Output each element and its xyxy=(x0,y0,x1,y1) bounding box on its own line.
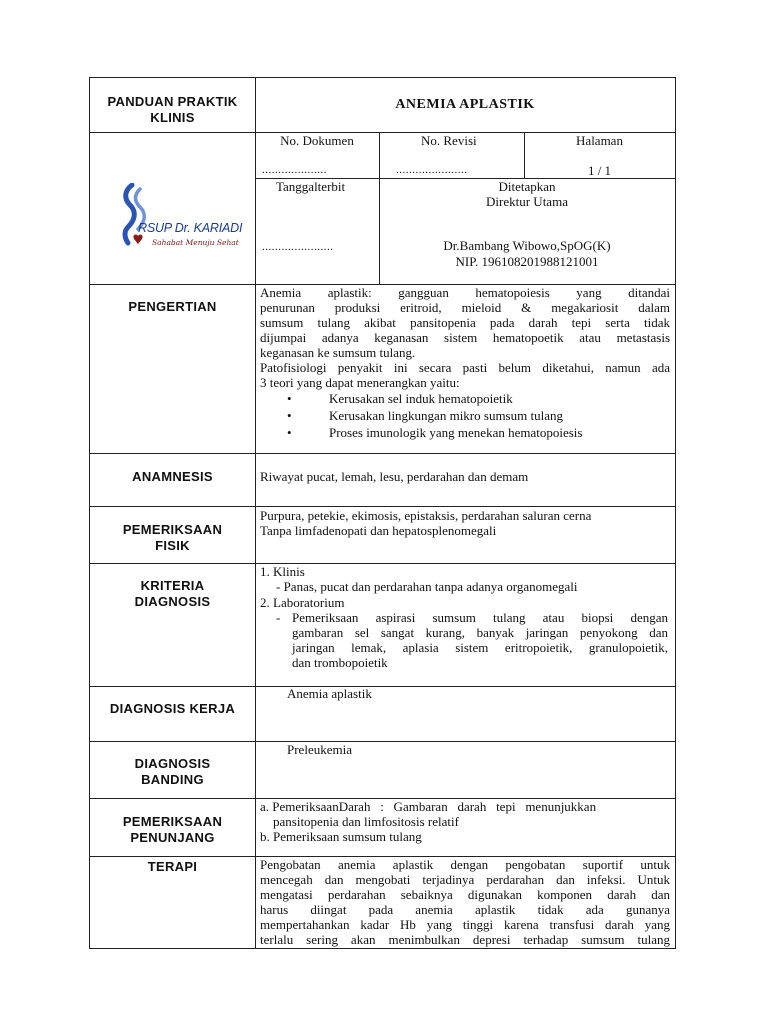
doc-number-label: No. Dokumen xyxy=(280,133,354,148)
kriteria-item-1-sub: - Panas, pucat dan perdarahan tanpa adanya organomegali xyxy=(276,579,578,594)
pengertian-line: dijumpai adanya keganasan sistem hematopoetik atau metastasis xyxy=(260,330,670,345)
kriteria-item-2: 2. Laboratorium xyxy=(260,595,345,610)
kriteria-lab-line: gambaran sel sangat kurang, banyak jaringan penyokong dan xyxy=(292,625,668,640)
kriteria-lab-line: jaringan lemak, aplasia sistem eritropoietik, granulopoietik, xyxy=(292,640,668,655)
kriteria-lab-line: dan trombopoietik xyxy=(292,655,388,670)
hospital-logo xyxy=(116,183,243,255)
guide-label: PANDUAN PRAKTIK KLINIS xyxy=(107,94,238,125)
pemeriksaan-fisik-line: Purpura, petekie, ekimosis, epistaksis, perdarahan saluran cerna xyxy=(260,508,592,523)
revision-label: No. Revisi xyxy=(421,133,477,148)
pengertian-bullet: • Kerusakan lingkungan mikro sumsum tulang xyxy=(329,408,739,423)
terapi-line: mengatasi perdarahan sebaiknya digunakan komponen darah dan xyxy=(260,887,670,902)
pengertian-line: 3 teori yang dapat menerangkan yaitu: xyxy=(260,375,460,390)
logo-tagline: Sahabat Menuju Sehat xyxy=(152,238,239,247)
kriteria-item-2-sub xyxy=(292,610,668,670)
pengertian-line: keganasan ke sumsum tulang. xyxy=(260,345,416,360)
revision-value: ...................... xyxy=(396,164,468,176)
terapi-line: mempertahankan kadar Hb yang tinggi karena transfusi darah yang xyxy=(260,917,670,932)
pengertian-bullet: • Kerusakan sel induk hematopoietik xyxy=(329,391,739,406)
doc-number-value: .................... xyxy=(262,164,327,176)
approved-by-line1: Ditetapkan xyxy=(498,179,556,194)
penunjang-item-a: a. PemeriksaanDarah : Gambaran darah tepi menunjukkan xyxy=(260,799,597,814)
page-number: 1 / 1 xyxy=(587,163,612,178)
section-label-terapi: TERAPI xyxy=(147,859,198,874)
pengertian-line: penurunan produksi eritroid, mieloid & megakariosit dalam xyxy=(260,300,670,315)
approved-by-line2: Direktur Utama xyxy=(486,194,568,209)
section-label-anamnesis: ANAMNESIS xyxy=(132,469,213,484)
diagnosis-kerja-text: Anemia aplastik xyxy=(287,686,372,701)
document-title: ANEMIA APLASTIK xyxy=(395,97,535,112)
heart-icon xyxy=(133,235,142,244)
director-name: Dr.Bambang Wibowo,SpOG(K) xyxy=(443,238,611,253)
pengertian-line: sumsum tulang akibat pansitopenia pada darah tepi serta tidak xyxy=(260,315,670,330)
pengertian-bullet: • Proses imunologik yang menekan hematopoiesis xyxy=(329,425,739,440)
page-label: Halaman xyxy=(576,133,623,148)
diagnosis-banding-text: Preleukemia xyxy=(287,742,352,757)
anamnesis-text: Riwayat pucat, lemah, lesu, perdarahan dan demam xyxy=(260,469,529,484)
section-label-diagnosis-banding: DIAGNOSIS BANDING xyxy=(134,756,211,787)
terapi-line: harus diingat pada anemia aplastik tidak ada gunanya xyxy=(260,902,670,917)
terapi-line: mencegah dan mengobati terjadinya perdarahan dan infeksi. Untuk xyxy=(260,872,670,887)
guideline-table: PANDUAN PRAKTIK KLINIS ANEMIA APLASTIK No. Dokumen .................... No. Revisi ...................... Halaman 1 / 1 Tanggalterbit ...................... Ditetapkan Direktur Utama Dr.Bambang Wibowo,SpOG(K) NIP. 196108201988121001 PENGERTIAN Anemia aplastik: gangguan hematopoiesis yang ditandai penurunan produksi eritroid, mieloid & megakariosit dalam sumsum tulang akibat pansitopenia pada darah tepi serta tidak dijumpai adanya keganasan sistem hematopoetik atau metastasis keganasan ke sumsum tulang. Patofisiologi penyakit ini secara pasti belum diketahui, namun ada 3 teori yang dapat menerangkan yaitu: • Kerusakan sel induk hematopoietik • Kerusakan lingkungan mikro sumsum tulang • Proses imunologik yang menekan hematopoiesis ANAMNESIS Riwayat pucat, lemah, lesu, perdarahan dan demam PEMERIKSAAN FISIK Purpura, petekie, ekimosis, epistaksis, perdarahan saluran cerna Tanpa limfadenopati dan hepatosplenomegali KRITERIA DIAGNOSIS 1. Klinis - Panas, pucat dan perdarahan tanpa adanya organomegali 2. Laboratorium - Pemeriksaan aspirasi sumsum tulang atau biopsi dengan gambaran sel sangat kurang, banyak jaringan penyokong dan jaringan lemak, aplasia sistem eritropoietik, granulopoietik, dan trombopoietik DIAGNOSIS KERJA Anemia aplastik DIAGNOSIS BANDING Preleukemia PEMERIKSAAN PENUNJANG a. PemeriksaanDarah : Gambaran darah tepi menunjukkan pansitopenia dan limfositosis relatif b. Pemeriksaan sumsum tulang TERAPI Pengobatan anemia aplastik dengan pengobatan suportif untuk mencegah dan mengobati terjadinya perdarahan dan infeksi. Untuk mengatasi perdarahan sebaiknya digunakan komponen darah dan harus diingat pada anemia aplastik tidak ada gunanya mempertahankan kadar Hb yang tinggi karena transfusi darah yang terlalu sering akan menimbulkan depresi terhadap sumsum tulang xyxy=(89,77,676,949)
kriteria-item-1: 1. Klinis xyxy=(260,564,305,579)
logo-name: RSUP Dr. KARIADI xyxy=(138,221,243,235)
section-label-kriteria: KRITERIA DIAGNOSIS xyxy=(134,578,211,609)
section-label-pemeriksaan-fisik: PEMERIKSAAN FISIK xyxy=(122,522,223,553)
director-nip: NIP. 196108201988121001 xyxy=(455,254,599,269)
terapi-line: Pengobatan anemia aplastik dengan pengobatan suportif untuk xyxy=(260,857,670,872)
section-label-penunjang: PEMERIKSAAN PENUNJANG xyxy=(122,814,223,845)
pemeriksaan-fisik-line: Tanpa limfadenopati dan hepatosplenomegali xyxy=(260,523,497,538)
penunjang-item-a-cont: pansitopenia dan limfositosis relatif xyxy=(273,814,459,829)
kriteria-lab-line: Pemeriksaan aspirasi sumsum tulang atau biopsi dengan xyxy=(292,610,668,625)
section-label-pengertian: PENGERTIAN xyxy=(128,299,217,314)
terapi-line: terlalu sering akan menimbulkan depresi terhadap sumsum tulang xyxy=(260,932,670,947)
issued-date-value: ...................... xyxy=(262,241,334,253)
pengertian-line: Patofisiologi penyakit ini secara pasti belum diketahui, namun ada xyxy=(260,360,670,375)
terapi-body xyxy=(260,857,670,947)
section-label-diagnosis-kerja: DIAGNOSIS KERJA xyxy=(109,701,236,716)
penunjang-item-b: b. Pemeriksaan sumsum tulang xyxy=(260,829,422,844)
pengertian-line: Anemia aplastik: gangguan hematopoiesis yang ditandai xyxy=(260,285,670,300)
pengertian-body xyxy=(260,285,670,440)
issued-date-label: Tanggalterbit xyxy=(276,179,346,194)
